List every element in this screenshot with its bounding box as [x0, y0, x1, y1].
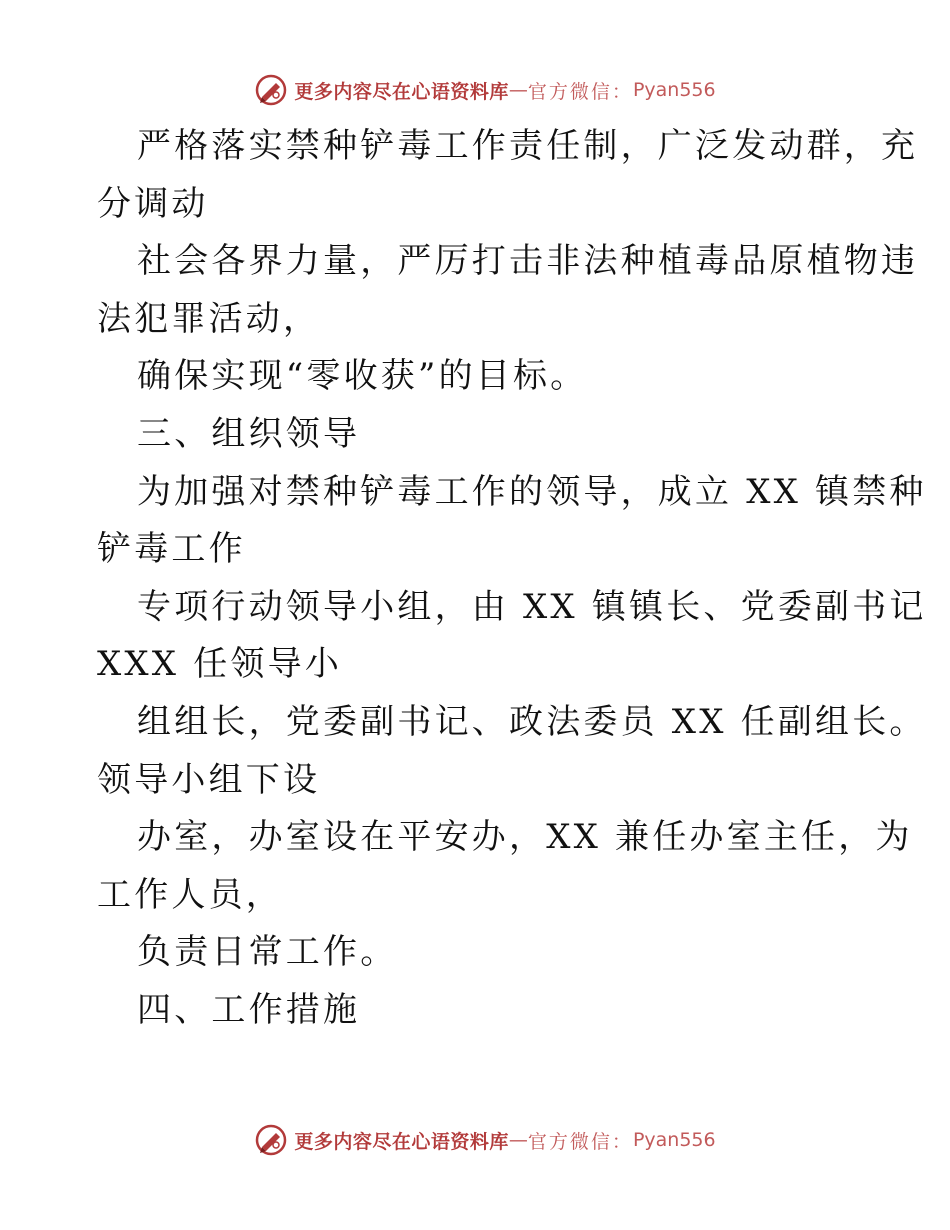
- watermark-dash: —: [508, 79, 528, 101]
- body-line: 工作人员，: [97, 874, 283, 915]
- section-heading: 三、组织领导: [137, 413, 361, 454]
- body-line: 专项行动领导小组，由 XX 镇镇长、党委副书记: [137, 586, 927, 627]
- watermark-brand: 更多内容尽在心语资料库: [294, 1130, 509, 1153]
- footer-watermark: [0, 1120, 950, 1160]
- body-line: 法犯罪活动，: [97, 298, 321, 339]
- body-line: 严格落实禁种铲毒工作责任制，广泛发动群，充: [137, 126, 919, 166]
- body-line: 社会各界力量，严厉打击非法种植毒品原植物违: [137, 241, 919, 282]
- pen-logo-icon: [254, 73, 288, 107]
- watermark-dash: —: [508, 1129, 528, 1151]
- watermark: [254, 1123, 715, 1157]
- watermark-brand: 更多内容尽在心语资料库: [294, 80, 509, 103]
- watermark-official: 官方微信：: [527, 1130, 633, 1153]
- body-line: 铲毒工作: [97, 529, 246, 570]
- document-body: [97, 118, 927, 1040]
- body-line: 确保实现“零收获”的目标。: [137, 356, 588, 397]
- body-line: 组组长，党委副书记、政法委员 XX 任副组长。: [137, 701, 927, 742]
- body-line: 分调动: [97, 183, 209, 224]
- pen-logo-icon: [254, 1123, 288, 1157]
- body-line: 为加强对禁种铲毒工作的领导，成立 XX 镇禁种: [137, 471, 927, 512]
- watermark: [254, 73, 715, 107]
- body-line: XXX 任领导小: [97, 644, 343, 685]
- header-watermark: [0, 70, 950, 110]
- section-heading: 四、工作措施: [137, 989, 361, 1030]
- watermark-wechat-id: Pyan556: [632, 79, 716, 101]
- watermark-wechat-id: Pyan556: [632, 1129, 716, 1151]
- watermark-official: 官方微信：: [527, 80, 633, 103]
- body-line: 办室，办室设在平安办，XX 兼任办室主任，为: [137, 817, 913, 858]
- body-line: 领导小组下设: [97, 759, 321, 800]
- body-line: 负责日常工作。: [137, 932, 398, 973]
